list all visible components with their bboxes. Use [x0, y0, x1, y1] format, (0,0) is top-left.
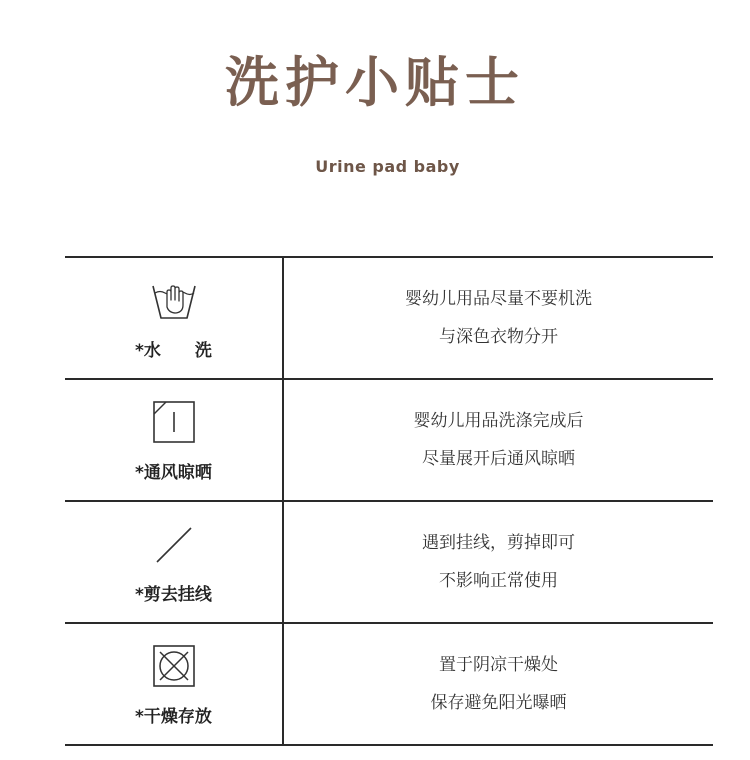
- care-description-line: 尽量展开后通风晾晒: [422, 449, 575, 469]
- care-description-line: 置于阴凉干燥处: [439, 655, 558, 675]
- hand-wash-icon: [148, 278, 200, 324]
- cut-thread-icon: [148, 522, 200, 568]
- care-label: *通风晾晒: [135, 463, 212, 483]
- care-label: *干燥存放: [135, 707, 212, 727]
- care-description: [284, 258, 713, 378]
- care-description-line: 与深色衣物分开: [439, 327, 558, 347]
- care-symbol-cell: [65, 624, 284, 744]
- care-description-line: 保存避免阳光曝晒: [430, 693, 567, 713]
- care-label: *水 洗: [135, 341, 212, 361]
- care-row-trim: [65, 502, 713, 624]
- care-description: [284, 380, 713, 500]
- care-symbol-cell: [65, 258, 284, 378]
- care-description: [284, 624, 713, 744]
- care-row-wash: [65, 258, 713, 380]
- care-table: [65, 256, 713, 746]
- care-description-line: 婴幼儿用品尽量不要机洗: [405, 289, 592, 309]
- care-row-store: [65, 624, 713, 746]
- care-description-line: 不影响正常使用: [439, 571, 558, 591]
- care-row-dry: [65, 380, 713, 502]
- care-description: [284, 502, 713, 622]
- page-title: 洗护小贴士: [225, 51, 525, 114]
- care-symbol-cell: [65, 380, 284, 500]
- page-subtitle: Urine pad baby: [315, 157, 460, 176]
- shade-dry-icon: [148, 400, 200, 446]
- care-symbol-cell: [65, 502, 284, 622]
- care-label: *剪去挂线: [135, 585, 212, 605]
- care-description-line: 婴幼儿用品洗涤完成后: [413, 411, 584, 431]
- no-tumble-dry-icon: [148, 644, 200, 690]
- care-description-line: 遇到挂线，剪掉即可: [422, 533, 575, 553]
